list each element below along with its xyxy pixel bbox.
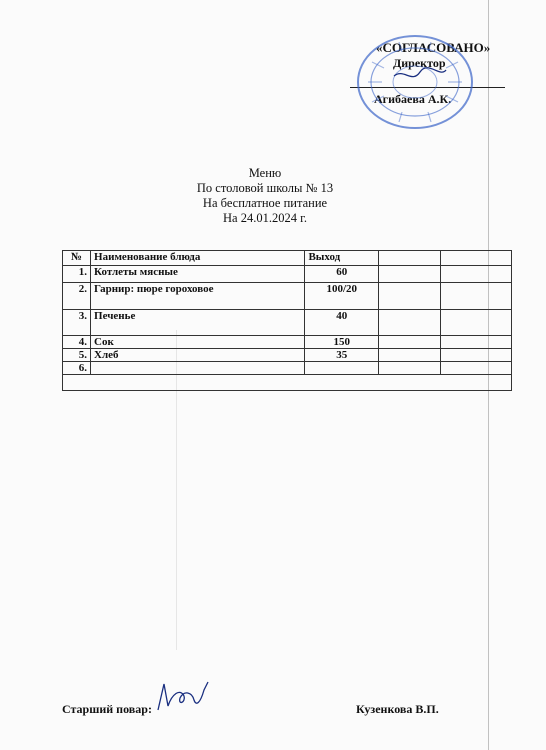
header-line-2: По столовой школы № 13 xyxy=(196,181,334,195)
column-header-number: № xyxy=(63,251,91,266)
column-header-output: Выход xyxy=(305,251,379,266)
dish-name: Сок xyxy=(91,336,305,349)
table-row xyxy=(63,283,512,310)
empty-cell xyxy=(379,266,441,283)
dish-name: Котлеты мясные xyxy=(91,266,305,283)
table-row xyxy=(63,375,512,391)
approval-name: Агибаева А.К. xyxy=(374,92,452,106)
empty-cell xyxy=(440,283,511,310)
header-line-4: На 24.01.2024 г. xyxy=(223,211,307,225)
dish-name: Гарнир: пюре гороховое xyxy=(91,283,305,310)
menu-table xyxy=(62,250,512,391)
table-row xyxy=(63,310,512,336)
dish-output: 60 xyxy=(305,266,379,283)
table-row xyxy=(63,266,512,283)
row-number: 6. xyxy=(63,362,91,375)
dish-output: 150 xyxy=(305,336,379,349)
menu-header xyxy=(150,166,380,226)
row-number: 5. xyxy=(63,349,91,362)
empty-cell xyxy=(379,310,441,336)
empty-cell xyxy=(379,283,441,310)
dish-output: 35 xyxy=(305,349,379,362)
approval-title: «СОГЛАСОВАНО» xyxy=(376,40,491,55)
column-header-name: Наименование блюда xyxy=(91,251,305,266)
empty-cell xyxy=(440,336,511,349)
empty-cell xyxy=(379,336,441,349)
dish-name: Хлеб xyxy=(91,349,305,362)
table-row xyxy=(63,349,512,362)
table-row xyxy=(63,336,512,349)
dish-output: 40 xyxy=(305,310,379,336)
dish-name xyxy=(91,362,305,375)
row-number: 4. xyxy=(63,336,91,349)
cook-label: Старший повар: xyxy=(62,702,152,716)
empty-cell xyxy=(379,362,441,375)
cook-signature xyxy=(150,676,214,716)
table-header-row xyxy=(63,251,512,266)
row-number: 2. xyxy=(63,283,91,310)
official-stamp xyxy=(354,32,476,130)
empty-cell xyxy=(440,310,511,336)
cook-name: Кузенкова В.П. xyxy=(356,702,439,716)
dish-output xyxy=(305,362,379,375)
dish-name: Печенье xyxy=(91,310,305,336)
empty-header-cell xyxy=(379,251,441,266)
header-line-3: На бесплатное питание xyxy=(202,196,328,210)
empty-cell xyxy=(440,266,511,283)
empty-cell xyxy=(440,362,511,375)
row-number: 3. xyxy=(63,310,91,336)
table-row xyxy=(63,362,512,375)
approval-role: Директор xyxy=(393,56,446,70)
empty-cell xyxy=(379,349,441,362)
dish-output: 100/20 xyxy=(305,283,379,310)
empty-cell xyxy=(63,375,512,391)
empty-header-cell xyxy=(440,251,511,266)
header-line-1: Меню xyxy=(248,166,282,180)
empty-cell xyxy=(440,349,511,362)
row-number: 1. xyxy=(63,266,91,283)
